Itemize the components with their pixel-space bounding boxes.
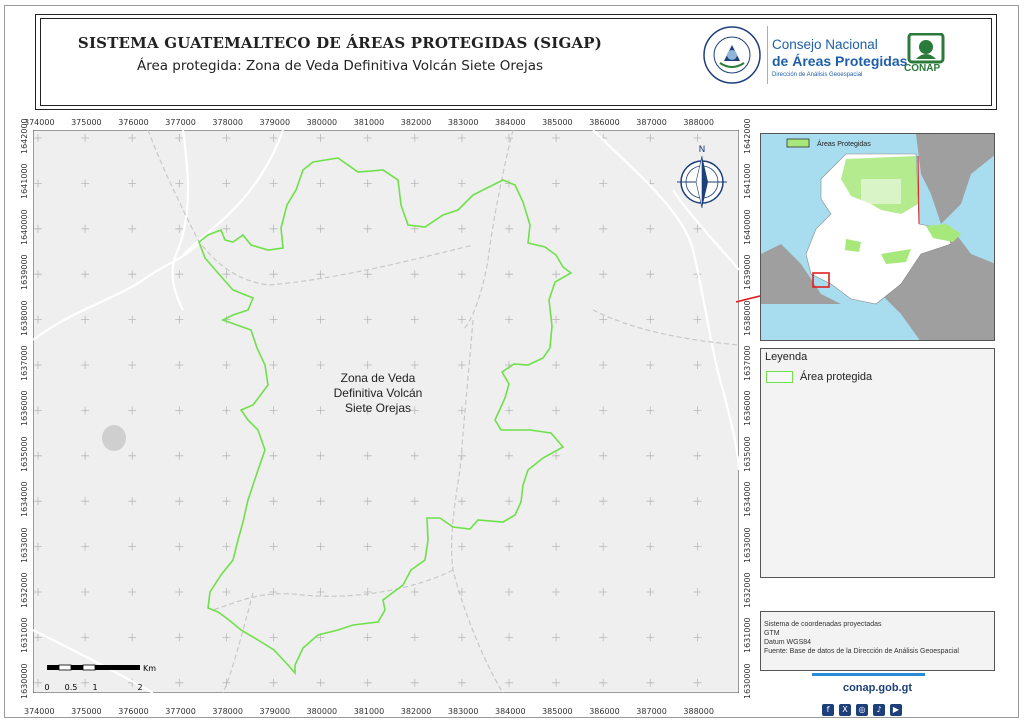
scale-label-05: 0.5 [64, 683, 78, 692]
guatemala-seal-icon [702, 25, 762, 85]
info-line-source: Fuente: Base de datos de la Dirección de Análisis Geoespacial [764, 648, 959, 655]
y-tick-label-right: 1635000 [743, 436, 752, 472]
scale-label-0: 0 [44, 683, 50, 692]
scale-label-1: 1 [92, 683, 98, 692]
org-name-line2: de Áreas Protegidas [772, 53, 908, 69]
x-tick-label-bottom: 384000 [495, 707, 526, 716]
y-tick-label-left: 1631000 [20, 617, 29, 654]
x-tick-label-bottom: 380000 [306, 707, 338, 716]
y-tick-label-left: 1630000 [20, 663, 29, 699]
x-tick-label-bottom: 378000 [212, 707, 243, 716]
area-label-line2: Definitiva Volcán [333, 386, 423, 400]
x-tick-label-bottom: 388000 [683, 707, 714, 716]
y-tick-label-right: 1639000 [743, 254, 752, 291]
logo-divider [767, 26, 768, 84]
y-tick-label-right: 1636000 [743, 390, 752, 427]
inset-legend-swatch [787, 139, 809, 147]
y-tick-label-right: 1641000 [743, 163, 752, 200]
page-title: SISTEMA GUATEMALTECO DE ÁREAS PROTEGIDAS (SIGAP) [77, 34, 603, 52]
x-tick-label-top: 381000 [353, 118, 385, 127]
y-tick-label-left: 1638000 [20, 299, 29, 336]
y-tick-label-left: 1636000 [20, 390, 29, 427]
x-tick-label-top: 378000 [212, 118, 243, 127]
y-tick-label-left: 1640000 [20, 209, 29, 245]
y-tick-label-left: 1635000 [20, 436, 29, 472]
locator-map[interactable] [760, 133, 995, 341]
x-tick-label-bottom: 379000 [259, 707, 291, 716]
x-tick-label-top: 388000 [683, 118, 714, 127]
inset-legend-label: Áreas Protegidas [817, 141, 871, 148]
area-label-line3: Siete Orejas [344, 401, 412, 415]
x-tick-label-top: 383000 [447, 118, 479, 127]
x-tick-label-bottom: 376000 [118, 707, 149, 716]
x-tick-label-top: 377000 [165, 118, 196, 127]
facebook-icon[interactable]: f [822, 704, 834, 716]
y-tick-label-right: 1634000 [743, 481, 752, 518]
legend-panel [760, 348, 995, 578]
y-tick-label-right: 1632000 [743, 572, 752, 608]
legend-swatch-protected-area [766, 371, 793, 383]
y-tick-label-left: 1637000 [20, 345, 29, 381]
x-tick-label-bottom: 375000 [71, 707, 102, 716]
x-tick-label-bottom: 381000 [353, 707, 385, 716]
x-tick-label-top: 387000 [636, 118, 667, 127]
x-tick-label-bottom: 374000 [24, 707, 55, 716]
y-tick-label-right: 1640000 [743, 209, 752, 245]
north-label: N [698, 145, 706, 155]
y-tick-label-right: 1630000 [743, 663, 752, 699]
org-name-line3: Dirección de Análisis Geoespacial [772, 72, 863, 78]
lake-shape [102, 425, 126, 451]
x-tick-label-bottom: 382000 [400, 707, 432, 716]
x-tick-label-top: 385000 [542, 118, 573, 127]
x-tick-label-top: 374000 [24, 118, 55, 127]
y-tick-label-right: 1631000 [743, 617, 752, 654]
social-icons [822, 697, 907, 716]
x-tick-label-top: 376000 [118, 118, 149, 127]
y-tick-label-left: 1639000 [20, 254, 29, 291]
tiktok-icon[interactable]: ♪ [873, 704, 885, 716]
info-line-gtm: GTM [764, 630, 780, 637]
x-tick-label-bottom: 377000 [165, 707, 196, 716]
scale-unit: Km [143, 664, 157, 673]
x-tick-label-top: 380000 [306, 118, 338, 127]
conap-label: CONAP [904, 63, 941, 74]
y-tick-label-left: 1641000 [20, 163, 29, 200]
x-tick-label-bottom: 385000 [542, 707, 573, 716]
x-tick-label-top: 379000 [259, 118, 291, 127]
y-tick-label-left: 1633000 [20, 526, 29, 563]
y-tick-label-left: 1634000 [20, 481, 29, 518]
legend-label-protected-area: Área protegida [800, 371, 873, 383]
legend-title: Leyenda [765, 351, 808, 363]
y-tick-label-left: 1642000 [20, 118, 29, 154]
y-tick-label-right: 1642000 [743, 118, 752, 154]
x-tick-label-bottom: 383000 [447, 707, 479, 716]
instagram-icon[interactable]: ◎ [856, 704, 868, 716]
x-tick-label-top: 375000 [71, 118, 102, 127]
org-name-line1: Consejo Nacional [772, 37, 878, 52]
page-subtitle: Área protegida: Zona de Veda Definitiva Volcán Siete Orejas [136, 58, 544, 74]
x-tick-label-top: 384000 [495, 118, 526, 127]
scale-label-2: 2 [137, 683, 143, 692]
y-tick-label-left: 1632000 [20, 572, 29, 608]
website-link[interactable]: conap.gob.gt [842, 682, 913, 694]
main-map[interactable] [33, 130, 739, 693]
y-tick-label-right: 1638000 [743, 299, 752, 336]
x-tick-label-bottom: 386000 [589, 707, 620, 716]
x-tick-label-bottom: 387000 [636, 707, 667, 716]
x-icon[interactable]: X [839, 704, 851, 716]
info-line-datum: Datum WGS84 [764, 639, 812, 646]
info-line-projection: Sistema de coordenadas proyectadas [764, 621, 882, 628]
y-tick-label-right: 1637000 [743, 345, 752, 381]
area-label-line1: Zona de Veda [340, 371, 416, 385]
y-tick-label-right: 1633000 [743, 526, 752, 563]
youtube-icon[interactable]: ▶ [890, 704, 902, 716]
website-accent-line [812, 673, 925, 676]
locator-map-svg [761, 134, 995, 341]
x-tick-label-top: 382000 [400, 118, 432, 127]
x-tick-label-top: 386000 [589, 118, 620, 127]
